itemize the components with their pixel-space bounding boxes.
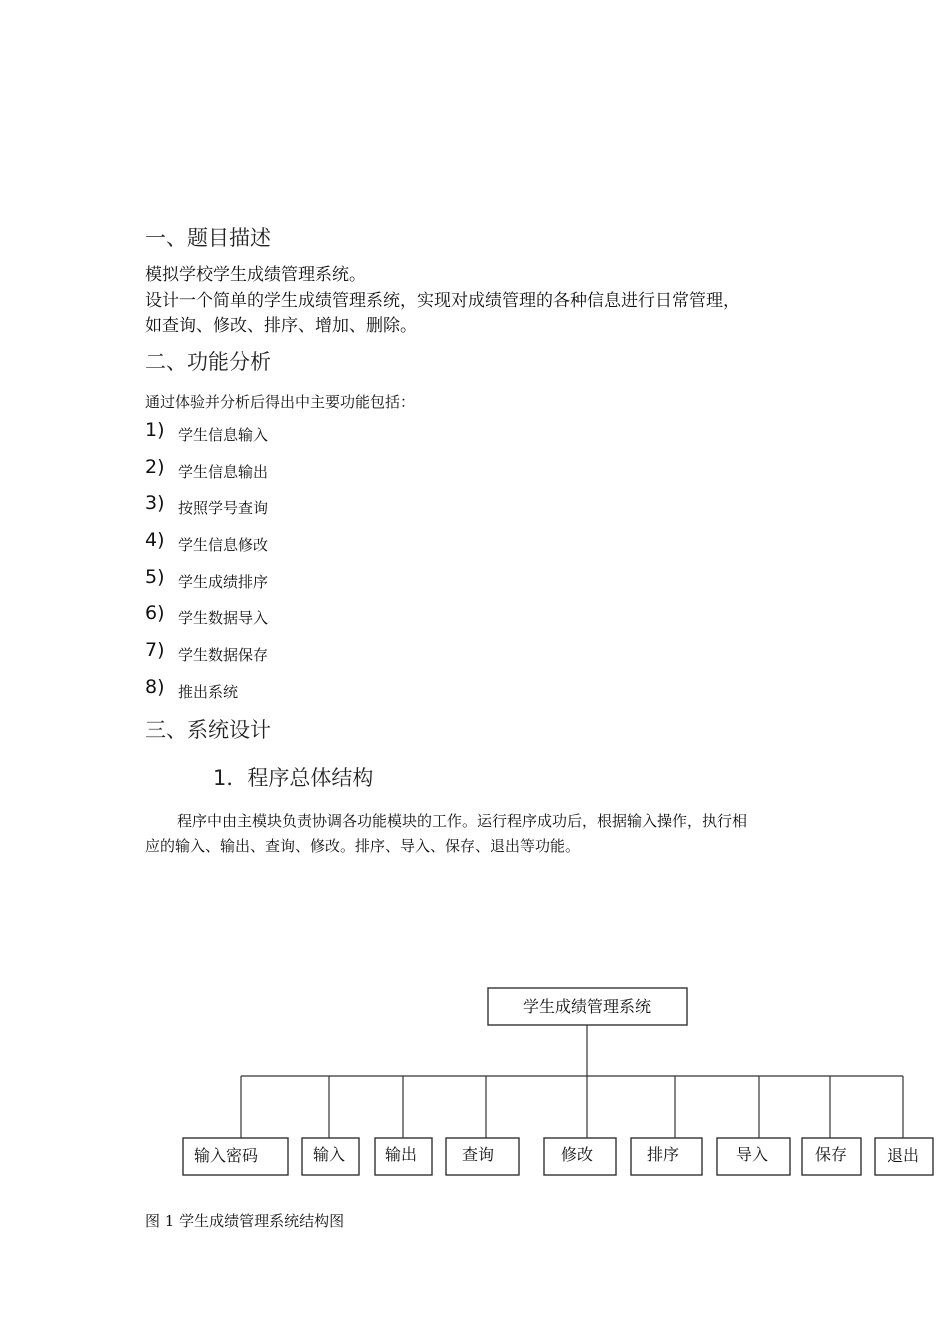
- child-node-label: 输入: [313, 1145, 346, 1164]
- section-heading-1: 一、题目描述: [145, 226, 271, 250]
- list-label: 按照学号查询: [178, 499, 269, 517]
- figure-caption: 图 1 学生成绩管理系统结构图: [145, 1212, 345, 1230]
- list-number: 3): [145, 492, 165, 514]
- root-node-label: 学生成绩管理系统: [522, 997, 652, 1016]
- child-node-label: 导入: [736, 1145, 769, 1164]
- list-number: 2): [145, 456, 165, 478]
- child-node-import: [717, 1138, 790, 1175]
- child-node-label: 输入密码: [194, 1146, 259, 1165]
- child-node-save: [802, 1138, 861, 1175]
- section-heading-3: 三、系统设计: [145, 718, 271, 742]
- child-node-label: 退出: [887, 1146, 920, 1165]
- child-node-label: 修改: [561, 1145, 594, 1164]
- list-number: 7): [145, 639, 165, 661]
- list-label: 学生数据导入: [178, 609, 269, 627]
- child-node-label: 查询: [462, 1145, 495, 1164]
- section-3-paragraph-line-1: 程序中由主模块负责协调各功能模块的工作。运行程序成功后，根据输入操作，执行相: [177, 812, 748, 830]
- section-1-line-2: 设计一个简单的学生成绩管理系统，实现对成绩管理的各种信息进行日常管理，: [145, 291, 740, 311]
- section-3-subheading: 1．程序总体结构: [213, 766, 374, 790]
- child-node-sort: [631, 1138, 702, 1175]
- list-label: 学生信息输入: [178, 426, 269, 444]
- root-node: [488, 988, 687, 1025]
- connector-lines: [241, 1025, 903, 1138]
- child-node-input: [302, 1138, 359, 1175]
- section-2-intro: 通过体验并分析后得出中主要功能包括：: [145, 393, 416, 411]
- child-node-input-password: [183, 1138, 288, 1175]
- list-label: 学生信息输出: [178, 463, 269, 481]
- child-node-modify: [544, 1138, 616, 1175]
- child-node-label: 排序: [647, 1145, 680, 1164]
- list-label: 推出系统: [178, 683, 239, 701]
- list-label: 学生信息修改: [178, 536, 269, 554]
- child-node-output: [375, 1138, 432, 1175]
- section-1-line-1: 模拟学校学生成绩管理系统。: [145, 265, 366, 285]
- section-3-paragraph-line-2: 应的输入、输出、查询、修改。排序、导入、保存、退出等功能。: [145, 837, 581, 855]
- list-number: 5): [145, 566, 165, 588]
- list-label: 学生成绩排序: [178, 573, 269, 591]
- list-number: 1): [145, 419, 165, 441]
- child-node-exit: [875, 1138, 933, 1175]
- child-node-query: [446, 1138, 519, 1175]
- child-node-label: 输出: [385, 1145, 418, 1164]
- section-heading-2: 二、功能分析: [145, 350, 271, 374]
- list-number: 6): [145, 602, 165, 624]
- list-number: 8): [145, 676, 165, 698]
- section-1-line-3: 如查询、修改、排序、增加、删除。: [145, 316, 417, 336]
- list-number: 4): [145, 529, 165, 551]
- list-label: 学生数据保存: [178, 646, 269, 664]
- child-node-label: 保存: [815, 1145, 848, 1164]
